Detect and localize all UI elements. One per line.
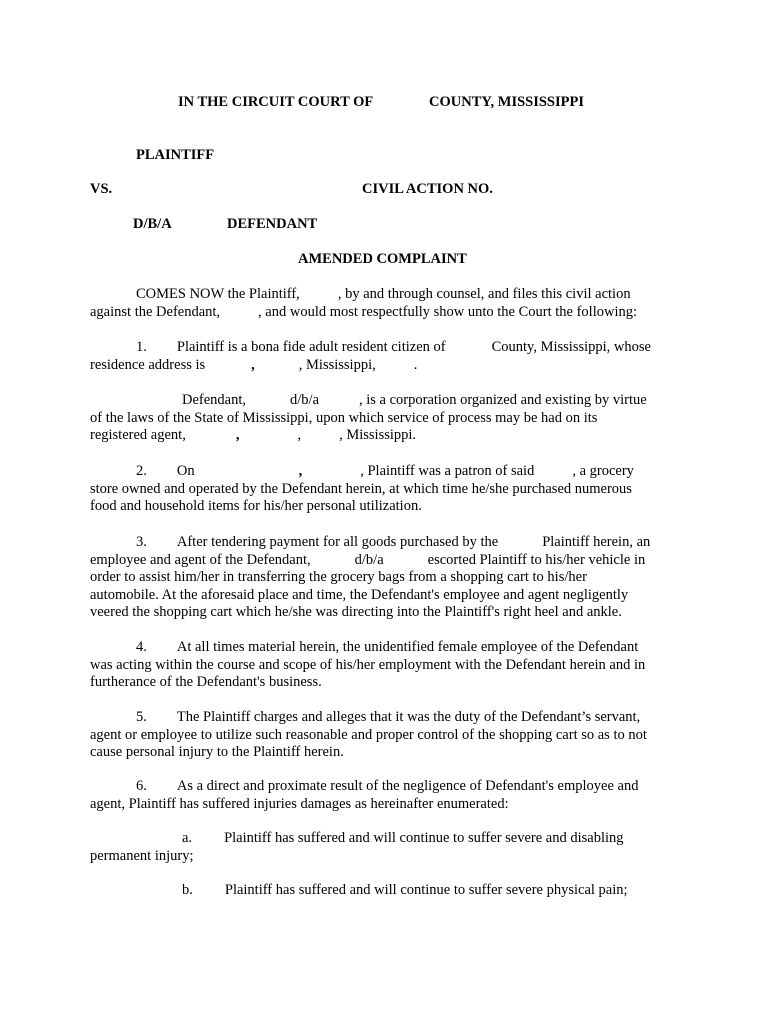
p3-line2b: d/b/a [354,551,384,568]
p1-line1a: Plaintiff is a bona fide adult resident citizen of [176,339,446,355]
paragraph-number: 2. [136,463,147,479]
paragraph-number: 6. [136,778,147,794]
p5-line3: cause personal injury to the Plaintiff herein. [90,744,344,760]
paragraph-number: 1. [136,339,147,355]
pa-line1: Plaintiff has suffered and will continue to suffer severe and disabling [224,830,624,846]
p1b-line1c: , is a corporation organized and existing by virtue [359,392,647,408]
court-heading-right: COUNTY, MISSISSIPPI [429,94,584,110]
p3-line5: veered the shopping cart which he/she was directing into the Plaintiff's right heel and ankle. [90,604,622,620]
p5-line1: The Plaintiff charges and alleges that it was the duty of the Defendant’s servant, [176,709,641,725]
p4-line1: At all times material herein, the unidentified female employee of the Defendant [176,639,639,655]
paragraph-1 [90,339,680,374]
p1-line2a: residence address is [90,356,206,373]
paragraph-number: 4. [136,639,147,655]
p6-line1: As a direct and proximate result of the negligence of Defendant's employee and [176,778,639,794]
defendant-label: DEFENDANT [227,216,318,232]
paragraph-2 [90,463,680,516]
paragraph-5 [90,709,680,762]
paragraph-number: 5. [136,709,147,725]
p1b-line3b: , [235,427,240,443]
paragraph-3 [90,534,680,622]
p1-line2d: . [413,356,418,373]
paragraph-6 [90,778,680,813]
pb-line1: Plaintiff has suffered and will continue to suffer severe physical pain; [224,882,628,898]
p1b-line3d: , Mississippi. [339,427,417,443]
p2-line1d: , a grocery [572,463,634,479]
subitem-a [90,830,680,865]
p3-line2a: employee and agent of the Defendant, [90,551,311,568]
p2-line3: food and household items for his/her personal utilization. [90,498,422,514]
p3-line3: order to assist him/her in transferring the grocery bags from a shopping cart to his/her [90,569,587,585]
p1b-line2: of the laws of the State of Mississippi, upon which service of process may be had on its [90,409,598,426]
p2-line1c: , Plaintiff was a patron of said [360,463,535,479]
intro-line1a: COMES NOW the Plaintiff, [136,286,300,302]
pa-line2: permanent injury; [90,847,194,864]
p3-line4: automobile. At the aforesaid place and time, the Defendant's employee and agent negligently [90,586,629,603]
p1-line1b: County, Mississippi, whose [491,339,651,355]
intro-paragraph [90,286,680,321]
p1b-line3c: , [297,427,302,443]
plaintiff-label: PLAINTIFF [136,147,215,163]
p1b-line1a: Defendant, [182,392,247,408]
p5-line2: agent or employee to utilize such reasonable and proper control of the shopping cart so as to not [90,726,647,743]
intro-line1b: , by and through counsel, and files this civil action [337,286,631,302]
p1b-line3a: registered agent, [90,427,186,443]
p2-line2: store owned and operated by the Defendant herein, at which time he/she purchased numerous [90,480,632,497]
p2-line1b: , [298,463,303,479]
civil-action-label: CIVIL ACTION NO. [362,181,493,197]
dba-label: D/B/A [133,216,172,232]
document-title: AMENDED COMPLAINT [298,251,467,267]
paragraph-4 [90,639,680,692]
p1-line2c: , Mississippi, [298,356,376,373]
subitem-letter: b. [182,882,193,898]
subitem-letter: a. [182,830,193,846]
intro-line2a: against the Defendant, [90,303,221,320]
paragraph-1b [90,392,680,445]
p4-line2: was acting within the course and scope of his/her employment with the Defendant herein and in [90,656,646,673]
p3-line1a: After tendering payment for all goods purchased by the [176,534,499,550]
subitem-b [90,882,680,900]
court-heading-left: IN THE CIRCUIT COURT OF [178,94,374,110]
vs-label: VS. [90,181,113,197]
paragraph-number: 3. [136,534,147,550]
p4-line3: furtherance of the Defendant's business. [90,674,322,690]
p6-line2: agent, Plaintiff has suffered injuries damages as hereinafter enumerated: [90,795,509,812]
p1-line2b: , [251,356,255,373]
intro-line2b: , and would most respectfully show unto the Court the following: [258,303,638,320]
p1b-line1b: d/b/a [290,392,320,408]
p3-line2c: escorted Plaintiff to his/her vehicle in [427,551,646,568]
p2-line1a: On [176,463,195,479]
p3-line1b: Plaintiff herein, an [542,534,651,550]
